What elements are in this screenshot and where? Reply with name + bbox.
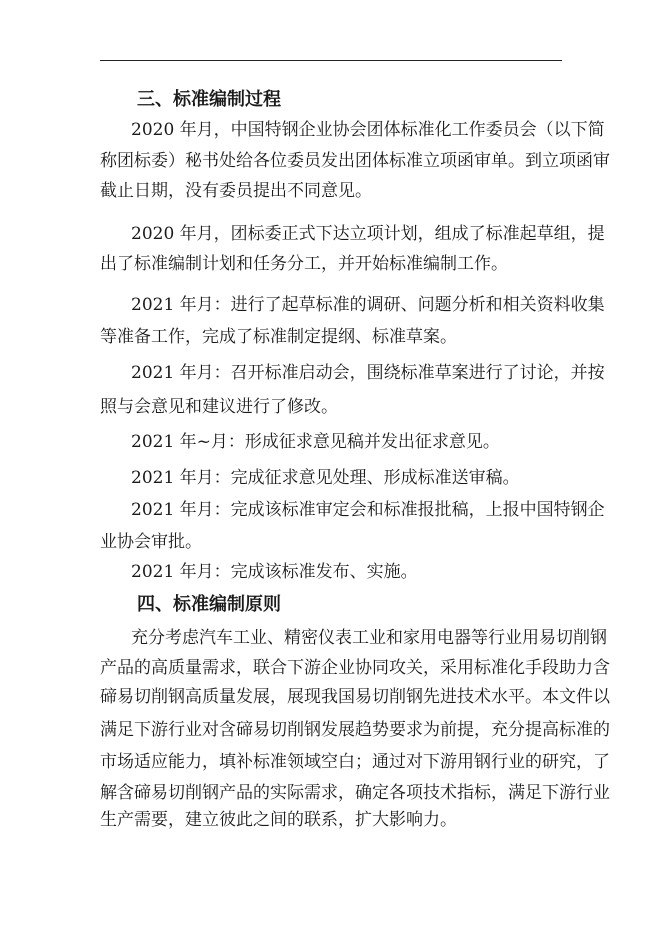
section-heading-3: 三、标准编制过程: [137, 89, 281, 110]
paragraph-line: 满足下游行业对含碲易切削钢发展趋势要求为前提，充分提高标准的: [100, 720, 610, 740]
paragraph-line: 生产需要，建立彼此之间的联系，扩大影响力。: [100, 810, 457, 830]
paragraph-line: 解含碲易切削钢产品的实际需求，确定各项技术指标，满足下游行业: [100, 783, 610, 803]
section-heading-4: 四、标准编制原则: [137, 594, 281, 615]
paragraph-line: 照与会意见和建议进行了修改。: [100, 397, 338, 417]
paragraph-line: 截止日期，没有委员提出不同意见。: [100, 181, 372, 201]
paragraph-line: 2020 年月，中国特钢企业协会团体标准化工作委员会（以下简: [131, 120, 605, 140]
header-rule: [100, 60, 562, 61]
paragraph-line: 等准备工作，完成了标准制定提纲、标准草案。: [100, 327, 457, 347]
paragraph-line: 充分考虑汽车工业、精密仪表工业和家用电器等行业用易切削钢: [131, 628, 607, 648]
paragraph-line: 市场适应能力，填补标准领域空白；通过对下游用钢行业的研究，了: [100, 752, 610, 772]
paragraph-line: 出了标准编制计划和任务分工，并开始标准编制工作。: [100, 254, 508, 274]
paragraph-line: 2021 年月：召开标准启动会，围绕标准草案进行了讨论，并按: [131, 363, 605, 383]
paragraph-line: 2020 年月，团标委正式下达立项计划，组成了标准起草组，提: [131, 224, 605, 244]
paragraph-line: 称团标委）秘书处给各位委员发出团体标准立项函审单。到立项函审: [100, 151, 610, 171]
paragraph-line: 业协会审批。: [100, 532, 202, 552]
paragraph-line: 产品的高质量需求，联合下游企业协同攻关，采用标准化手段助力含: [100, 658, 610, 678]
paragraph-line: 2021 年月：完成该标准审定会和标准报批稿，上报中国特钢企: [131, 500, 605, 520]
paragraph-line: 2021 年月：完成该标准发布、实施。: [131, 562, 418, 582]
paragraph-line: 2021 年~月：形成征求意见稿并发出征求意见。: [131, 432, 500, 452]
paragraph-line: 碲易切削钢高质量发展，展现我国易切削钢先进技术水平。本文件以: [100, 687, 610, 707]
paragraph-line: 2021 年月：完成征求意见处理、形成标准送审稿。: [131, 468, 520, 488]
paragraph-line: 2021 年月：进行了起草标准的调研、问题分析和相关资料收集: [131, 295, 605, 315]
